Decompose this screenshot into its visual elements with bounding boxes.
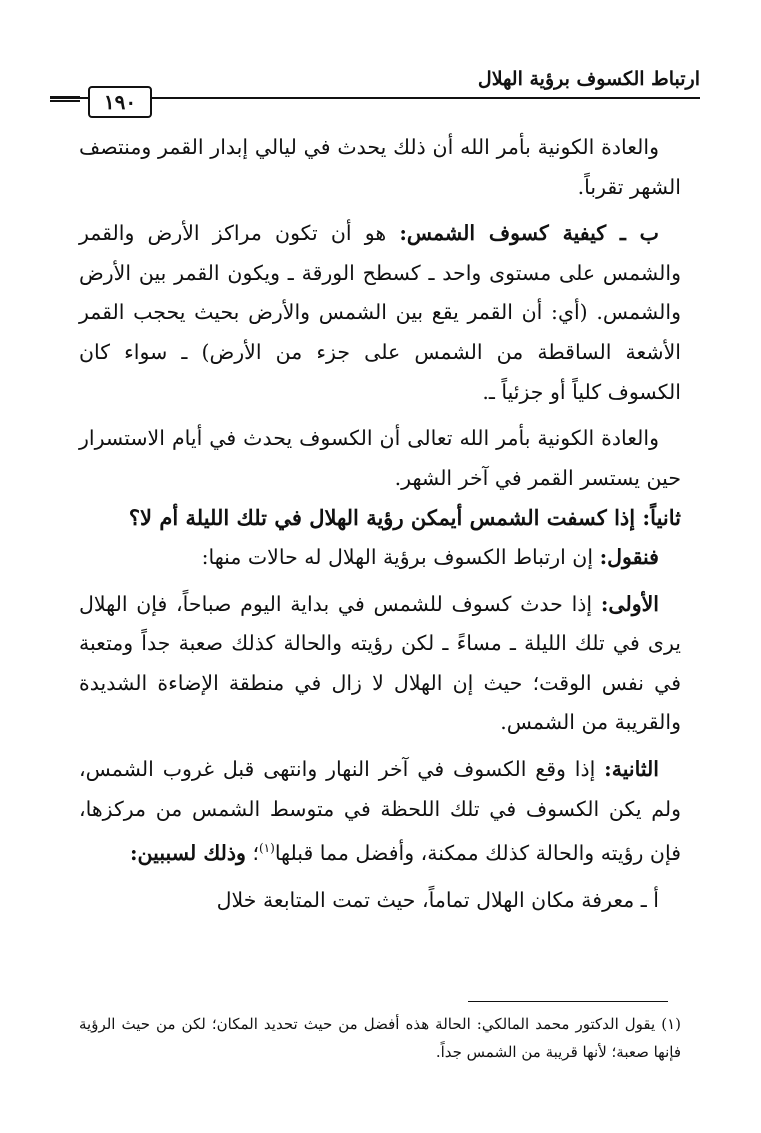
footnote-text: (١) يقول الدكتور محمد المالكي: الحالة هذه أفضل من حيث تحديد المكان؛ لكن من حيث الرؤية فإنها صعبة؛ لأنها قريبة من الشمس جداً. bbox=[79, 1015, 681, 1061]
paragraph-lead: ب ـ كيفية كسوف الشمس: bbox=[399, 221, 659, 246]
header-ornament bbox=[50, 96, 80, 102]
page-header bbox=[50, 60, 700, 120]
paragraph: أ ـ معرفة مكان الهلال تماماً، حيث تمت المتابعة خلال bbox=[216, 887, 659, 912]
footnote bbox=[79, 1010, 681, 1066]
paragraph-text: إذا حدث كسوف للشمس في بداية اليوم صباحاً، فإن الهلال يرى في تلك الليلة ـ مساءً ـ لكن رؤيته والحالة كذلك صعبة جداً ومتعبة في نفس الوقت؛ حيث إن الهلال لا زال في منطقة الإضاءة الشديدة والقريبة من الشمس. bbox=[79, 591, 681, 735]
body-text bbox=[79, 128, 681, 920]
footnote-rule bbox=[468, 1001, 668, 1002]
section-heading: ثانياً: إذا كسفت الشمس أيمكن رؤية الهلال في تلك الليلة أم لا؟ bbox=[128, 505, 681, 531]
paragraph bbox=[79, 214, 681, 412]
paragraph-text: هو أن تكون مراكز الأرض والقمر والشمس على مستوى واحد ـ كسطح الورقة ـ ويكون القمر بين الأرض والشمس. (أي: أن القمر يقع بين الشمس والأرض بحيث يحجب القمر الأشعة الساقطة من الشمس على جزء من الأرض) ـ سواء كان الكسوف كلياً أو جزئياً ـ. bbox=[79, 221, 681, 404]
paragraph-lead: فنقول: bbox=[599, 544, 659, 569]
paragraph bbox=[79, 538, 681, 578]
separator: ؛ bbox=[245, 840, 259, 865]
paragraph-emphasis: وذلك لسببين: bbox=[129, 840, 246, 865]
paragraph-lead: الثانية: bbox=[604, 756, 659, 781]
paragraph: والعادة الكونية بأمر الله أن ذلك يحدث في ليالي إبدار القمر ومنتصف الشهر تقرباً. bbox=[79, 135, 681, 199]
paragraph: والعادة الكونية بأمر الله تعالى أن الكسوف يحدث في أيام الاستسرار حين يستسر القمر في آخر الشهر. bbox=[79, 426, 681, 490]
page-number: ١٩٠ bbox=[88, 86, 152, 118]
paragraph bbox=[79, 750, 681, 874]
paragraph bbox=[79, 585, 681, 743]
running-title: ارتباط الكسوف برؤية الهلال bbox=[477, 68, 700, 90]
paragraph-text: إن ارتباط الكسوف برؤية الهلال له حالات منها: bbox=[201, 544, 600, 569]
footnote-ref: (١) bbox=[258, 841, 275, 856]
paragraph-lead: الأولى: bbox=[600, 591, 659, 616]
paragraph-text: إذا وقع الكسوف في آخر النهار وانتهى قبل غروب الشمس، ولم يكن الكسوف في تلك اللحظة في متوسط الشمس من مركزها، فإن رؤيته والحالة كذلك ممكنة، وأفضل مما قبلها bbox=[79, 756, 681, 865]
